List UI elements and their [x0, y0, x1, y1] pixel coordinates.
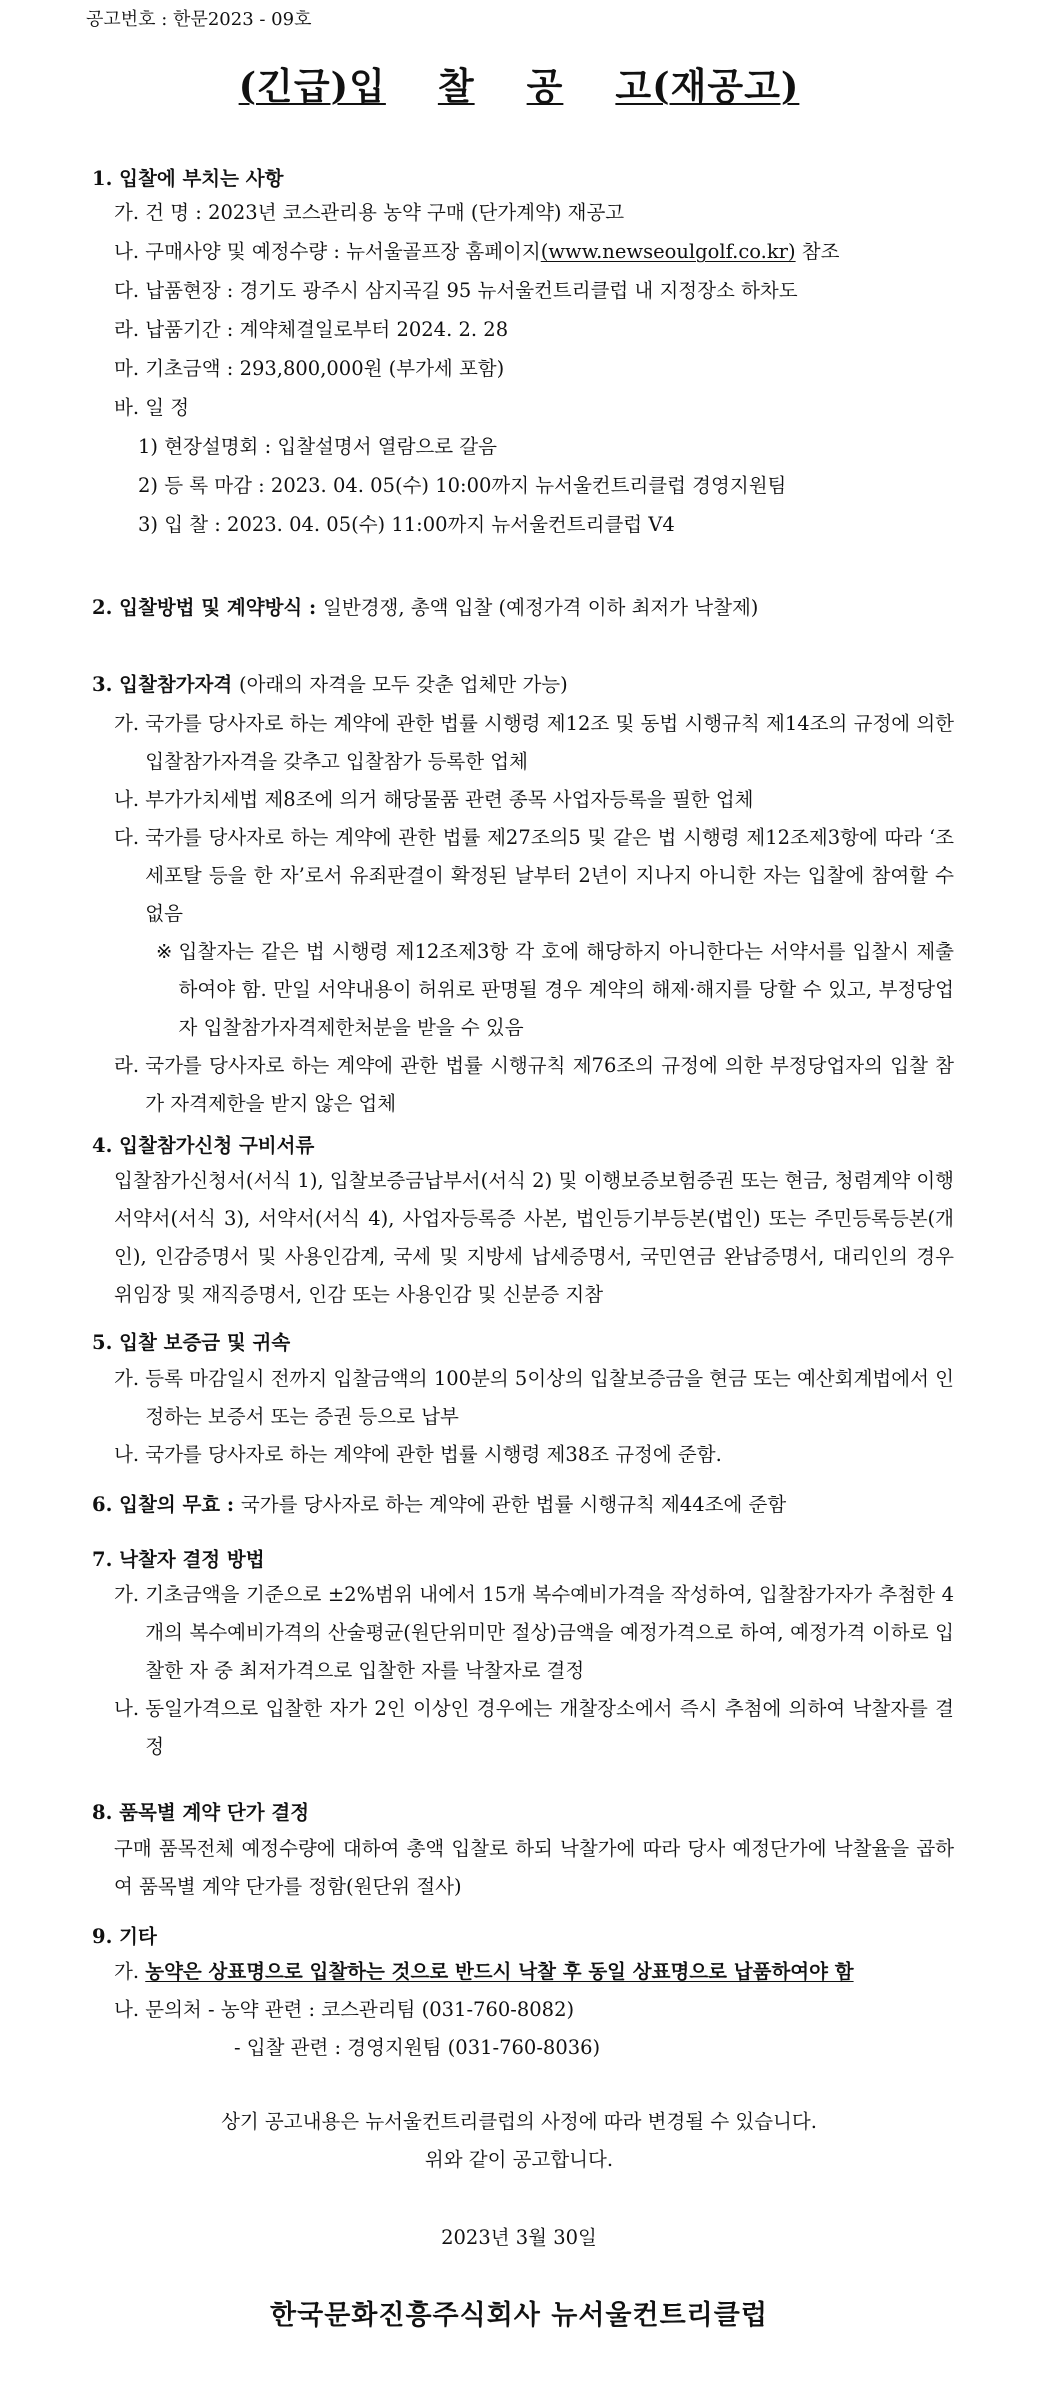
section-8-heading: 8. 품목별 계약 단가 결정 [92, 1801, 310, 1825]
title-part-2: 찰 [437, 64, 475, 108]
s1-item-d: 라. 납품기간 : 계약체결일로부터 2024. 2. 28 [114, 318, 509, 342]
schedule-site-briefing: 1) 현장설명회 : 입찰설명서 열람으로 갈음 [138, 435, 497, 459]
s3-item-d: 라. 국가를 당사자로 하는 계약에 관한 법률 시행규칙 제76조의 규정에 의한 부정당업자의 입찰 참가 자격제한을 받지 않은 업체 [114, 1054, 954, 1116]
s4-text: 입찰참가신청서(서식 1), 입찰보증금납부서(서식 2) 및 이행보증보험증권 또는 현금, 청렴계약 이행 서약서(서식 3), 서약서(서식 4), 사업자등록증 사본, 법인등기부등본(법인) 또는 주민등록등본(개인), 인감증명서 및 사용인감계, 국세 및 지방세 납세증명서, 국민연금 완납증명서, 대리인의 경우 위임장 및 재직증명서, 인감 또는 사용인감 및 신분증 지참 [114, 1169, 954, 1307]
section-5-heading: 5. 입찰 보증금 및 귀속 [92, 1331, 291, 1355]
s3-item-b: 나. 부가가치세법 제8조에 의거 해당물품 관련 종목 사업자등록을 필한 업체 [114, 788, 754, 812]
s5-item-b: 나. 국가를 당사자로 하는 계약에 관한 법률 시행령 제38조 규정에 준함. [114, 1442, 722, 1466]
section-4-heading: 4. 입찰참가신청 구비서류 [92, 1134, 315, 1158]
s9-item-b: 나. 문의처 - 농약 관련 : 코스관리팀 (031-760-8082) [114, 1998, 575, 2022]
page-title [0, 62, 1038, 110]
s3-item-a: 가. 국가를 당사자로 하는 계약에 관한 법률 시행령 제12조 및 동법 시행규칙 제14조의 규정에 의한 입찰참가자격을 갖추고 입찰참가 등록한 업체 [114, 712, 954, 774]
s7-item-a: 가. 기초금액을 기준으로 ±2%범위 내에서 15개 복수예비가격을 작성하여, 입찰참가자가 추첨한 4개의 복수예비가격의 산술평균(원단위미만 절상)금액을 예정가격으로 하여, 예정가격 이하로 입찰한 자 중 최저가격으로 입찰한 자를 낙찰자로 결정 [114, 1583, 954, 1683]
s1-item-b: 나. 구매사양 및 예정수량 : 뉴서울골프장 홈페이지(www.newseoulgolf.co.kr) 참조 [114, 240, 840, 264]
s7-item-b: 나. 동일가격으로 입찰한 자가 2인 이상인 경우에는 개찰장소에서 즉시 추첨에 의하여 낙찰자를 결정 [114, 1697, 954, 1759]
notice-date: 2023년 3월 30일 [441, 2226, 597, 2250]
s3-item-c: 다. 국가를 당사자로 하는 계약에 관한 법률 제27조의5 및 같은 법 시행령 제12조제3항에 따라 ‘조세포탈 등을 한 자’로서 유죄판결이 확정된 날부터 2년이 지나지 아니한 자는 입찰에 참여할 수 없음 [114, 826, 954, 926]
s3-note: ※ 입찰자는 같은 법 시행령 제12조제3항 각 호에 해당하지 아니한다는 서약서를 입찰시 제출하여야 함. 만일 서약내용이 허위로 판명될 경우 계약의 해제·해지를 당할 수 있고, 부정당업자 입찰참가자격제한처분을 받을 수 있음 [156, 940, 954, 1040]
notice-body [92, 166, 954, 2257]
section-1-heading: 1. 입찰에 부치는 사항 [92, 167, 284, 190]
s9-item-a: 가. 농약은 상표명으로 입찰하는 것으로 반드시 낙찰 후 동일 상표명으로 납품하여야 함 [114, 1960, 854, 1984]
notice-number: 공고번호 : 한문2023 - 09호 [86, 9, 312, 30]
section-2: 2. 입찰방법 및 계약방식 : 일반경쟁, 총액 입찰 (예정가격 이하 최저가 낙찰제) [92, 596, 759, 620]
s8-text: 구매 품목전체 예정수량에 대하여 총액 입찰로 하되 낙찰가에 따라 당사 예정단가에 낙찰율을 곱하여 품목별 계약 단가를 정함(원단위 절사) [114, 1836, 954, 1898]
section-9-heading: 9. 기타 [92, 1924, 157, 1948]
homepage-link[interactable]: (www.newseoulgolf.co.kr) [540, 240, 796, 264]
section-6: 6. 입찰의 무효 : 국가를 당사자로 하는 계약에 관한 법률 시행규칙 제44조에 준함 [92, 1492, 787, 1516]
schedule-registration: 2) 등 록 마감 : 2023. 04. 05(수) 10:00까지 뉴서울컨트리클럽 경영지원팀 [138, 474, 787, 498]
s1-item-c: 다. 납품현장 : 경기도 광주시 삼지곡길 95 뉴서울컨트리클럽 내 지정장소 하차도 [114, 279, 798, 303]
schedule-bidding: 3) 입 찰 : 2023. 04. 05(수) 11:00까지 뉴서울컨트리클럽 V4 [138, 513, 675, 537]
s1-item-a: 가. 건 명 : 2023년 코스관리용 농약 구매 (단가계약) 재공고 [114, 201, 625, 225]
title-part-1: (긴급)입 [238, 64, 386, 108]
closing-line-1: 상기 공고내용은 뉴서울컨트리클럽의 사정에 따라 변경될 수 있습니다. [221, 2110, 817, 2134]
title-part-4: 고(재공고) [615, 64, 800, 108]
closing-line-2: 위와 같이 공고합니다. [424, 2148, 614, 2172]
s5-item-a: 가. 등록 마감일시 전까지 입찰금액의 100분의 5이상의 입찰보증금을 현금 또는 예산회계법에서 인정하는 보증서 또는 증권 등으로 납부 [114, 1366, 954, 1428]
s9-item-b2: - 입찰 관련 : 경영지원팀 (031-760-8036) [234, 2036, 601, 2060]
issuer-signature: 한국문화진흥주식회사 뉴서울컨트리클럽 [270, 2300, 768, 2331]
section-7-heading: 7. 낙찰자 결정 방법 [92, 1548, 265, 1572]
s1-item-f: 바. 일 정 [114, 396, 190, 420]
title-part-3: 공 [526, 64, 564, 108]
section-3-heading: 3. 입찰참가자격 (아래의 자격을 모두 갖춘 업체만 가능) [92, 672, 568, 696]
s1-item-e: 마. 기초금액 : 293,800,000원 (부가세 포함) [114, 357, 505, 381]
